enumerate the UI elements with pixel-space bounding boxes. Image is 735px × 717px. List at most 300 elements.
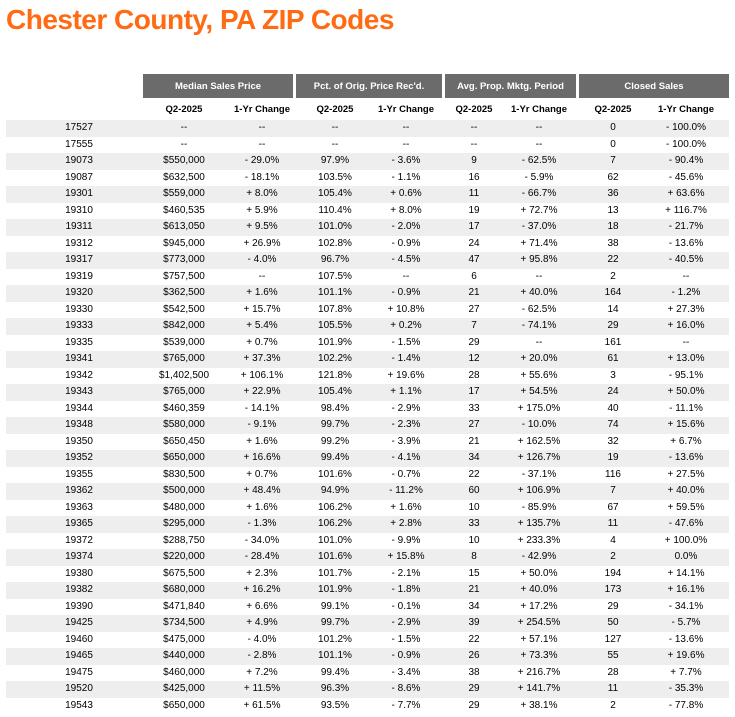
median-price-change-cell: + 15.7% [243, 303, 281, 315]
pct-orig-price-change-cell: - 1.4% [391, 353, 421, 364]
mktg-period-change-cell: - 5.9% [524, 171, 554, 183]
closed-sales-cell: 11 [607, 683, 619, 694]
closed-sales-change-cell: - 34.1% [668, 600, 704, 612]
mktg-period-change-cell: - 74.1% [521, 320, 557, 331]
closed-sales-change-cell: - 1.2% [671, 287, 701, 298]
zip-code-cell: 19335 [65, 336, 93, 348]
closed-sales-change-cell: - 21.7% [668, 221, 704, 232]
median-price-change-cell: + 4.9% [246, 617, 278, 628]
pct-orig-price-cell: 99.2% [320, 435, 350, 447]
mktg-period-cell: 16 [468, 171, 480, 183]
pct-orig-price-cell: 96.3% [320, 683, 350, 694]
pct-orig-price-change-cell: - 2.3% [391, 419, 421, 430]
median-price-change-cell: - 14.1% [244, 402, 280, 414]
mktg-period-cell: 60 [468, 485, 480, 496]
closed-sales-cell: 4 [610, 534, 616, 546]
pct-orig-price-cell: 93.5% [320, 699, 350, 711]
table-row [6, 615, 729, 632]
pct-orig-price-change-cell: - 8.6% [391, 683, 421, 694]
median-price-cell: $842,000 [163, 320, 205, 331]
median-price-change-cell: + 106.1% [240, 369, 284, 381]
pct-orig-price-change-cell: - 2.1% [391, 567, 421, 579]
median-price-change-cell: + 1.6% [246, 287, 278, 298]
median-price-cell: $425,000 [163, 683, 205, 694]
closed-sales-change-cell: - 100.0% [665, 138, 707, 150]
median-price-cell: $765,000 [163, 353, 205, 364]
closed-sales-cell: 67 [607, 501, 619, 513]
median-price-cell: $542,500 [163, 303, 205, 315]
table-row [6, 681, 729, 698]
mktg-period-cell: 7 [471, 320, 477, 331]
closed-sales-change-cell: - 13.6% [668, 452, 704, 463]
pct-orig-price-change-cell: - 1.5% [391, 633, 421, 645]
closed-sales-cell: 2 [610, 551, 616, 562]
median-price-cell: $440,000 [163, 650, 205, 661]
mktg-period-change-cell: + 254.5% [517, 617, 561, 628]
median-price-cell: $460,359 [163, 402, 205, 414]
closed-sales-change-cell: + 50.0% [667, 386, 705, 397]
median-price-cell: $765,000 [163, 386, 205, 397]
median-price-change-cell: + 9.5% [246, 221, 278, 232]
closed-sales-cell: 7 [610, 485, 616, 496]
mktg-period-change-cell: + 57.1% [520, 633, 558, 645]
subheader-1yr-change: 1-Yr Change [511, 103, 567, 115]
median-price-cell: $288,750 [163, 534, 205, 546]
pct-orig-price-cell: 110.4% [318, 204, 352, 216]
mktg-period-change-cell: - 42.9% [521, 551, 557, 562]
median-price-change-cell: - 29.0% [244, 155, 280, 166]
pct-orig-price-change-cell: - 4.5% [391, 254, 421, 265]
closed-sales-cell: 116 [605, 468, 621, 480]
mktg-period-change-cell: - 66.7% [521, 188, 557, 199]
mktg-period-change-cell: + 141.7% [517, 683, 561, 694]
median-price-change-cell: + 0.7% [246, 468, 278, 480]
pct-orig-price-cell: -- [331, 122, 339, 133]
pct-orig-price-change-cell: + 1.1% [390, 386, 422, 397]
closed-sales-cell: 2 [610, 270, 616, 282]
zip-code-cell: 19374 [65, 551, 93, 562]
mktg-period-change-cell: + 38.1% [520, 699, 558, 711]
median-price-cell: $650,000 [163, 699, 205, 711]
pct-orig-price-cell: 101.2% [318, 633, 352, 645]
median-price-change-cell: - 2.8% [247, 650, 277, 661]
mktg-period-cell: 6 [471, 270, 477, 282]
zip-code-cell: 19390 [65, 600, 93, 612]
median-price-change-cell: + 48.4% [243, 485, 281, 496]
table-row [6, 186, 729, 203]
closed-sales-cell: 164 [604, 287, 622, 298]
mktg-period-cell: 29 [468, 336, 480, 348]
closed-sales-cell: 28 [607, 666, 619, 678]
mktg-period-cell: -- [470, 122, 478, 133]
median-price-cell: $500,000 [163, 485, 205, 496]
pct-orig-price-cell: 103.5% [318, 171, 352, 183]
subheader-q2-2025: Q2-2025 [594, 103, 632, 115]
mktg-period-cell: 47 [468, 254, 480, 265]
closed-sales-cell: 0 [610, 122, 616, 133]
table-row [6, 582, 729, 599]
median-price-change-cell: + 11.5% [243, 683, 281, 694]
mktg-period-cell: 17 [468, 386, 480, 397]
closed-sales-cell: 14 [607, 303, 619, 315]
zip-code-cell: 19342 [65, 369, 93, 381]
mktg-period-cell: 27 [468, 303, 480, 315]
closed-sales-cell: 7 [610, 155, 616, 166]
table-row [6, 698, 729, 715]
closed-sales-cell: 22 [607, 254, 619, 265]
zip-code-cell: 19372 [65, 534, 93, 546]
pct-orig-price-cell: 101.1% [318, 650, 352, 661]
pct-orig-price-cell: 99.4% [320, 666, 350, 678]
pct-orig-price-cell: 102.8% [318, 237, 352, 249]
closed-sales-cell: 173 [604, 584, 622, 595]
pct-orig-price-change-cell: - 0.7% [391, 468, 421, 480]
median-price-change-cell: - 1.3% [247, 518, 277, 529]
table-row [6, 236, 729, 253]
table-row [6, 549, 729, 566]
table-row [6, 269, 729, 286]
table-row [6, 632, 729, 649]
closed-sales-cell: 29 [607, 320, 619, 331]
pct-orig-price-cell: 101.9% [318, 584, 352, 595]
mktg-period-change-cell: + 135.7% [517, 518, 561, 529]
mktg-period-change-cell: + 40.0% [520, 584, 558, 595]
median-price-change-cell: + 37.3% [243, 353, 281, 364]
closed-sales-change-cell: + 13.0% [667, 353, 705, 364]
median-price-change-cell: -- [258, 122, 266, 133]
zip-code-cell: 19087 [65, 171, 93, 183]
table-row [6, 252, 729, 269]
closed-sales-change-cell: + 16.1% [667, 584, 705, 595]
closed-sales-cell: 61 [607, 353, 619, 364]
pct-orig-price-change-cell: + 1.6% [390, 501, 422, 513]
pct-orig-price-cell: 106.2% [318, 501, 352, 513]
pct-orig-price-change-cell: - 4.1% [391, 452, 421, 463]
median-price-cell: $460,000 [163, 666, 205, 678]
mktg-period-cell: 22 [468, 633, 480, 645]
zip-code-cell: 19330 [65, 303, 93, 315]
pct-orig-price-change-cell: - 7.7% [391, 699, 421, 711]
zip-code-cell: 19460 [65, 633, 93, 645]
mktg-period-cell: 9 [471, 155, 477, 166]
median-price-change-cell: - 18.1% [244, 171, 280, 183]
group-header-pct-orig-price: Pct. of Orig. Price Rec'd. [296, 74, 442, 98]
median-price-cell: $773,000 [163, 254, 205, 265]
pct-orig-price-cell: 101.1% [318, 287, 352, 298]
mktg-period-cell: 33 [468, 402, 480, 414]
closed-sales-cell: 19 [607, 452, 619, 463]
zip-code-cell: 19365 [65, 518, 93, 529]
pct-orig-price-cell: 105.4% [318, 386, 352, 397]
pct-orig-price-cell: 99.7% [320, 419, 350, 430]
subheader-1yr-change: 1-Yr Change [658, 103, 714, 115]
pct-orig-price-cell: 99.4% [320, 452, 350, 463]
median-price-cell: $539,000 [163, 336, 205, 348]
table-row [6, 648, 729, 665]
mktg-period-change-cell: + 20.0% [520, 353, 558, 364]
closed-sales-change-cell: - 11.1% [669, 402, 703, 414]
zip-code-cell: 19317 [65, 254, 93, 265]
mktg-period-cell: 34 [468, 452, 480, 463]
mktg-period-cell: 27 [468, 419, 480, 430]
median-price-change-cell: -- [258, 270, 266, 282]
median-price-cell: $734,500 [163, 617, 205, 628]
median-price-change-cell: - 28.4% [244, 551, 280, 562]
closed-sales-change-cell: -- [682, 270, 690, 282]
zip-code-cell: 19320 [65, 287, 93, 298]
closed-sales-change-cell: - 45.6% [668, 171, 704, 183]
table-row [6, 368, 729, 385]
median-price-cell: $632,500 [163, 171, 205, 183]
closed-sales-change-cell: + 116.7% [665, 204, 707, 216]
closed-sales-cell: 2 [610, 699, 616, 711]
table-row [6, 434, 729, 451]
closed-sales-change-cell: + 6.7% [670, 435, 702, 447]
pct-orig-price-cell: 101.6% [318, 551, 352, 562]
closed-sales-cell: 62 [607, 171, 619, 183]
pct-orig-price-change-cell: - 11.2% [389, 485, 423, 496]
closed-sales-change-cell: - 77.8% [668, 699, 704, 711]
group-header-mktg-period: Avg. Prop. Mktg. Period [445, 74, 576, 98]
median-price-change-cell: + 2.3% [246, 567, 278, 579]
mktg-period-cell: 10 [468, 534, 480, 546]
pct-orig-price-change-cell: - 0.9% [391, 650, 421, 661]
mktg-period-cell: 24 [468, 237, 480, 249]
pct-orig-price-change-cell: + 19.6% [387, 369, 425, 381]
mktg-period-cell: 29 [468, 683, 480, 694]
closed-sales-cell: 29 [607, 600, 619, 612]
mktg-period-change-cell: + 54.5% [520, 386, 558, 397]
table-row [6, 665, 729, 682]
median-price-cell: $480,000 [163, 501, 205, 513]
pct-orig-price-change-cell: - 0.1% [391, 600, 421, 612]
zip-code-cell: 19350 [65, 435, 93, 447]
median-price-change-cell: + 7.2% [246, 666, 278, 678]
table-row [6, 120, 729, 137]
subheader-q2-2025: Q2-2025 [455, 103, 493, 115]
pct-orig-price-cell: 105.5% [318, 320, 352, 331]
mktg-period-cell: 34 [468, 600, 480, 612]
pct-orig-price-change-cell: + 2.8% [390, 518, 422, 529]
pct-orig-price-cell: 105.4% [318, 188, 352, 199]
mktg-period-cell: 10 [468, 501, 480, 513]
closed-sales-cell: 32 [607, 435, 619, 447]
mktg-period-cell: 21 [468, 287, 480, 298]
pct-orig-price-cell: 107.8% [318, 303, 352, 315]
zip-code-cell: 19380 [65, 567, 93, 579]
table-row [6, 137, 729, 154]
group-header-median-sales-price: Median Sales Price [143, 74, 293, 98]
table-row [6, 285, 729, 302]
median-price-change-cell: + 5.9% [246, 204, 278, 216]
zip-code-cell: 19341 [65, 353, 93, 364]
closed-sales-change-cell: -- [682, 336, 690, 348]
zip-code-cell: 19425 [65, 617, 93, 628]
median-price-change-cell: - 34.0% [244, 534, 280, 546]
pct-orig-price-cell: 101.6% [318, 468, 352, 480]
subheader-q2-2025: Q2-2025 [316, 103, 354, 115]
mktg-period-change-cell: - 37.0% [521, 221, 557, 232]
median-price-change-cell: + 16.2% [243, 584, 281, 595]
zip-code-cell: 19352 [65, 452, 93, 463]
closed-sales-change-cell: + 19.6% [667, 650, 705, 661]
mktg-period-change-cell: -- [535, 138, 543, 150]
closed-sales-cell: 24 [607, 386, 619, 397]
closed-sales-cell: 18 [607, 221, 619, 232]
mktg-period-cell: 19 [468, 204, 480, 216]
pct-orig-price-change-cell: - 9.9% [391, 534, 421, 546]
pct-orig-price-change-cell: - 2.9% [391, 402, 421, 414]
mktg-period-change-cell: -- [535, 122, 543, 133]
mktg-period-cell: 38 [468, 666, 480, 678]
zip-code-cell: 19355 [65, 468, 93, 480]
median-price-change-cell: + 8.0% [246, 188, 278, 199]
mktg-period-cell: 11 [468, 188, 480, 199]
median-price-cell: $559,000 [163, 188, 205, 199]
table-row [6, 318, 729, 335]
pct-orig-price-change-cell: + 10.8% [387, 303, 425, 315]
median-price-change-cell: + 0.7% [246, 336, 278, 348]
table-row [6, 153, 729, 170]
median-price-cell: $830,500 [163, 468, 205, 480]
zip-code-cell: 19312 [65, 237, 93, 249]
median-price-change-cell: + 6.6% [246, 600, 278, 612]
pct-orig-price-cell: 98.4% [320, 402, 350, 414]
mktg-period-change-cell: - 37.1% [521, 468, 557, 480]
median-price-change-cell: + 5.4% [246, 320, 278, 331]
median-price-cell: $945,000 [163, 237, 205, 249]
subheader-1yr-change: 1-Yr Change [378, 103, 434, 115]
closed-sales-cell: 38 [607, 237, 619, 249]
closed-sales-change-cell: - 47.6% [668, 518, 704, 529]
closed-sales-change-cell: + 14.1% [667, 567, 705, 579]
mktg-period-change-cell: + 175.0% [517, 402, 561, 414]
closed-sales-change-cell: 0.0% [674, 551, 698, 562]
closed-sales-change-cell: + 16.0% [667, 320, 705, 331]
median-price-change-cell: - 4.0% [247, 633, 277, 645]
closed-sales-change-cell: + 15.6% [667, 419, 705, 430]
table-row [6, 500, 729, 517]
closed-sales-change-cell: - 100.0% [665, 122, 707, 133]
page-title: Chester County, PA ZIP Codes [6, 4, 394, 35]
closed-sales-change-cell: + 63.6% [667, 188, 705, 199]
pct-orig-price-change-cell: - 3.6% [391, 155, 421, 166]
closed-sales-cell: 0 [610, 138, 616, 150]
mktg-period-change-cell: - 62.5% [521, 155, 557, 166]
mktg-period-cell: 17 [468, 221, 480, 232]
median-price-cell: $650,450 [163, 435, 205, 447]
mktg-period-change-cell: + 233.3% [517, 534, 561, 546]
subheader-1yr-change: 1-Yr Change [234, 103, 290, 115]
table-row [6, 483, 729, 500]
closed-sales-change-cell: + 59.5% [667, 501, 705, 513]
group-header-row [143, 74, 729, 98]
median-price-cell: $460,535 [163, 204, 205, 216]
closed-sales-cell: 74 [607, 419, 619, 430]
pct-orig-price-cell: 107.5% [318, 270, 352, 282]
mktg-period-change-cell: + 40.0% [520, 287, 558, 298]
median-price-cell: $295,000 [163, 518, 205, 529]
mktg-period-cell: 28 [468, 369, 480, 381]
median-price-change-cell: + 22.9% [243, 386, 281, 397]
median-price-cell: $1,402,500 [158, 369, 210, 381]
pct-orig-price-change-cell: - 3.4% [391, 666, 421, 678]
pct-orig-price-change-cell: - 1.8% [391, 584, 421, 595]
pct-orig-price-change-cell: + 8.0% [390, 204, 422, 216]
zip-code-cell: 19475 [65, 666, 93, 678]
pct-orig-price-cell: 102.2% [318, 353, 352, 364]
pct-orig-price-cell: 99.1% [320, 600, 350, 612]
mktg-period-change-cell: + 55.6% [520, 369, 558, 381]
pct-orig-price-cell: 96.7% [320, 254, 350, 265]
zip-code-cell: 19382 [65, 584, 93, 595]
pct-orig-price-change-cell: - 0.9% [391, 237, 421, 249]
closed-sales-change-cell: - 95.1% [668, 369, 704, 381]
closed-sales-cell: 11 [607, 518, 619, 529]
median-price-change-cell: - 4.0% [247, 254, 277, 265]
closed-sales-cell: 40 [607, 402, 619, 414]
pct-orig-price-cell: 101.0% [318, 221, 352, 232]
pct-orig-price-cell: 94.9% [320, 485, 350, 496]
zip-code-cell: 17527 [65, 122, 93, 133]
median-price-cell: $680,000 [163, 584, 205, 595]
mktg-period-cell: 22 [468, 468, 480, 480]
table-row [6, 219, 729, 236]
table-row [6, 533, 729, 550]
median-price-cell: -- [180, 138, 188, 150]
pct-orig-price-cell: 99.7% [320, 617, 350, 628]
closed-sales-change-cell: - 13.6% [668, 633, 704, 645]
mktg-period-change-cell: - 62.5% [521, 303, 557, 315]
zip-code-cell: 19343 [65, 386, 93, 397]
closed-sales-change-cell: + 7.7% [670, 666, 702, 678]
mktg-period-cell: 8 [471, 551, 477, 562]
zip-code-cell: 19310 [65, 204, 93, 216]
closed-sales-cell: 13 [607, 204, 619, 216]
closed-sales-change-cell: - 90.4% [668, 155, 704, 166]
pct-orig-price-cell: 101.7% [318, 567, 352, 579]
closed-sales-cell: 55 [607, 650, 619, 661]
median-price-cell: $362,500 [163, 287, 205, 298]
closed-sales-cell: 194 [604, 567, 622, 579]
median-price-cell: $650,000 [163, 452, 205, 463]
pct-orig-price-change-cell: - 0.9% [391, 287, 421, 298]
mktg-period-change-cell: + 216.7% [517, 666, 561, 678]
zip-code-cell: 19319 [65, 270, 93, 282]
median-price-cell: -- [180, 122, 188, 133]
closed-sales-change-cell: + 27.3% [667, 303, 705, 315]
pct-orig-price-change-cell: -- [402, 270, 410, 282]
zip-code-cell: 17555 [65, 138, 93, 150]
median-price-change-cell: - 9.1% [247, 419, 277, 430]
zip-code-cell: 19301 [65, 188, 93, 199]
zip-code-cell: 19363 [65, 501, 93, 513]
mktg-period-change-cell: + 50.0% [520, 567, 558, 579]
table-row [6, 417, 729, 434]
median-price-change-cell: + 16.6% [243, 452, 281, 463]
table-row [6, 170, 729, 187]
table-row [6, 335, 729, 352]
pct-orig-price-change-cell: - 1.1% [391, 171, 421, 183]
mktg-period-cell: 21 [468, 584, 480, 595]
pct-orig-price-cell: 121.8% [318, 369, 352, 381]
median-price-change-cell: -- [258, 138, 266, 150]
table-row [6, 450, 729, 467]
mktg-period-change-cell: -- [535, 270, 543, 282]
median-price-cell: $220,000 [163, 551, 205, 562]
closed-sales-change-cell: + 27.5% [667, 468, 705, 480]
median-price-cell: $475,000 [163, 633, 205, 645]
